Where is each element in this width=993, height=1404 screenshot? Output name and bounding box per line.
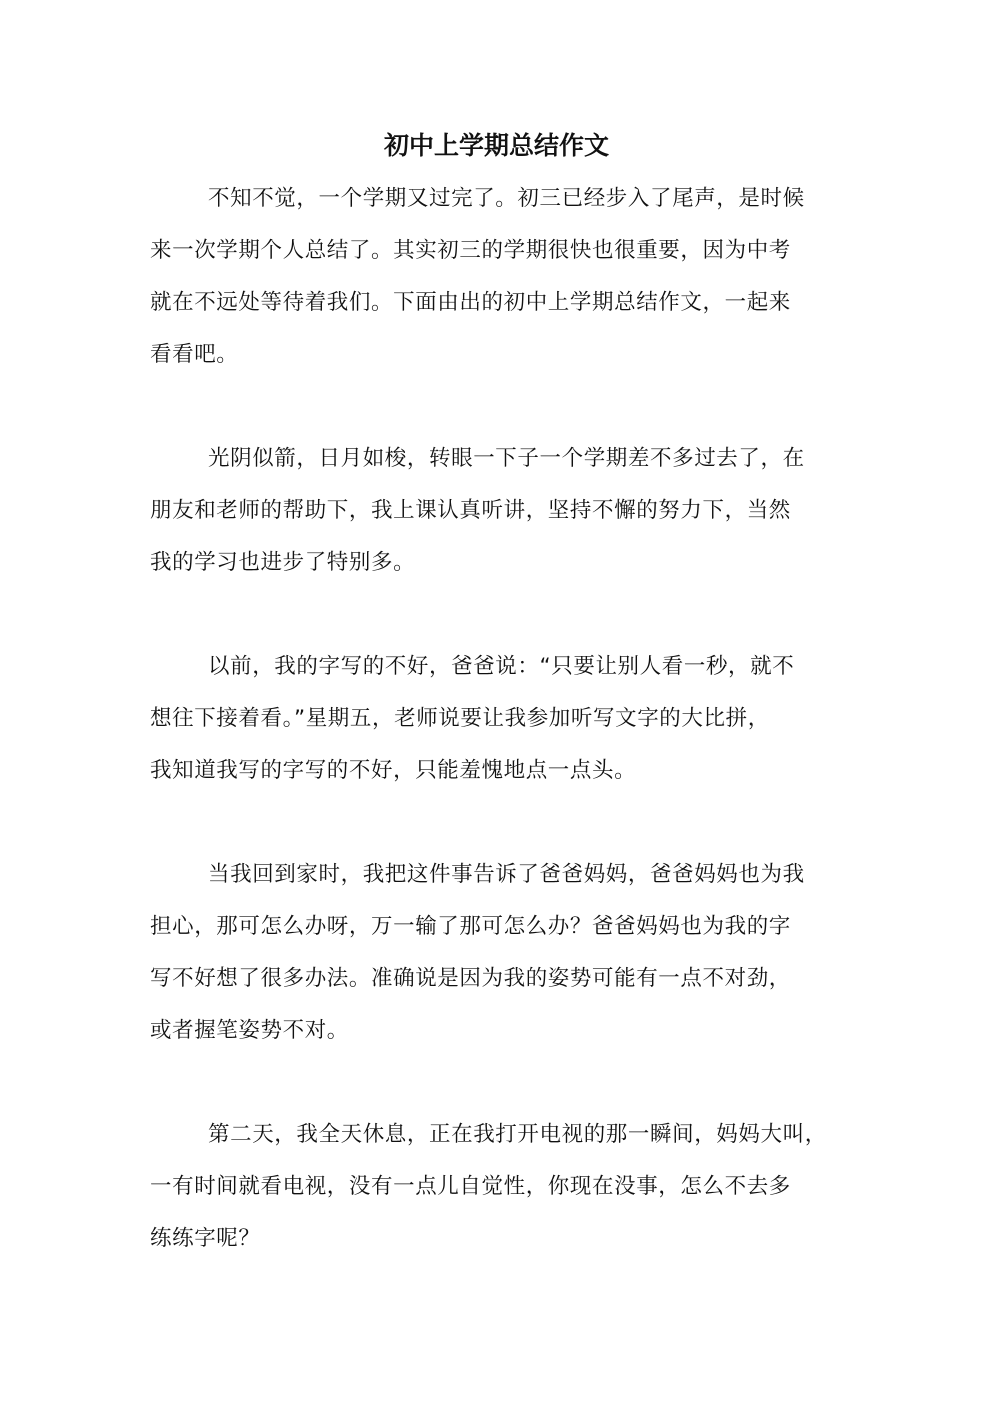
- text-line: 不知不觉，一个学期又过完了。初三已经步入了尾声，是时候: [208, 186, 805, 211]
- text-line: 担心，那可怎么办呀，万一输了那可怎么办？爸爸妈妈也为我的字: [150, 914, 791, 939]
- text-line: 光阴似箭，日月如梭，转眼一下子一个学期差不多过去了，在: [208, 446, 805, 471]
- text-line: 当我回到家时，我把这件事告诉了爸爸妈妈，爸爸妈妈也为我: [208, 862, 805, 887]
- text-line: 写不好想了很多办法。准确说是因为我的姿势可能有一点不对劲，: [150, 966, 791, 991]
- text-line: 想往下接着看。”星期五，老师说要让我参加听写文字的大比拼，: [150, 706, 770, 731]
- text-line: 朋友和老师的帮助下，我上课认真听讲，坚持不懈的努力下，当然: [150, 498, 791, 523]
- text-line: 我的学习也进步了特别多。: [150, 550, 416, 575]
- document-title: 初中上学期总结作文: [383, 131, 609, 160]
- text-line: 练练字呢？: [150, 1226, 261, 1251]
- text-line: 来一次学期个人总结了。其实初三的学期很快也很重要，因为中考: [150, 238, 791, 263]
- text-line: 以前，我的字写的不好，爸爸说：“只要让别人看一秒，就不: [208, 654, 795, 679]
- text-line: 一有时间就看电视，没有一点儿自觉性，你现在没事，怎么不去多: [150, 1174, 791, 1199]
- text-line: 看看吧。: [150, 342, 239, 367]
- text-line: 或者握笔姿势不对。: [150, 1018, 349, 1043]
- text-line: 就在不远处等待着我们。下面由出的初中上学期总结作文，一起来: [150, 290, 791, 315]
- text-line: 第二天，我全天休息，正在我打开电视的那一瞬间，妈妈大叫，: [208, 1122, 827, 1147]
- text-line: 我知道我写的字写的不好，只能羞愧地点一点头。: [150, 758, 637, 783]
